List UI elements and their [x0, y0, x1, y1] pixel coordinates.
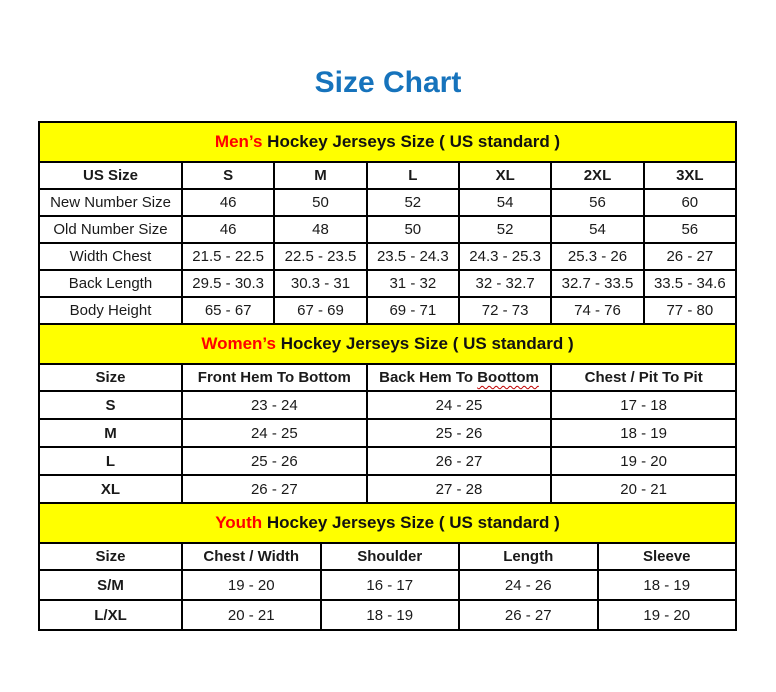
row-label: S/M — [39, 570, 182, 600]
table-cell: 21.5 - 22.5 — [182, 243, 274, 270]
table-cell: 74 - 76 — [551, 297, 643, 324]
table-cell: 31 - 32 — [367, 270, 459, 297]
table-row — [39, 243, 736, 270]
row-label: L/XL — [39, 600, 182, 630]
table-cell: 67 - 69 — [274, 297, 366, 324]
size-chart — [38, 121, 737, 631]
youth-section-band — [39, 503, 736, 543]
table-cell: 29.5 - 30.3 — [182, 270, 274, 297]
table-cell: 25 - 26 — [182, 447, 367, 475]
table-cell: 16 - 17 — [321, 570, 460, 600]
youth-header-shoulder: Shoulder — [321, 543, 460, 570]
table-row — [39, 419, 736, 447]
youth-title-black-text: Hockey Jerseys Size ( US standard ) — [262, 513, 560, 532]
mens-header-m: M — [274, 162, 366, 189]
table-cell: 69 - 71 — [367, 297, 459, 324]
womens-section-title — [39, 324, 736, 364]
table-cell: 50 — [274, 189, 366, 216]
table-cell: 18 - 19 — [321, 600, 460, 630]
table-cell: 20 - 21 — [182, 600, 321, 630]
table-row — [39, 297, 736, 324]
page-title: Size Chart — [314, 66, 462, 99]
table-cell: 77 - 80 — [644, 297, 736, 324]
table-cell: 60 — [644, 189, 736, 216]
youth-size-table — [38, 502, 737, 631]
table-cell: 46 — [182, 189, 274, 216]
youth-header-chest-width: Chest / Width — [182, 543, 321, 570]
mens-header-l: L — [367, 162, 459, 189]
table-cell: 52 — [367, 189, 459, 216]
womens-header-size: Size — [39, 364, 182, 391]
table-cell: 30.3 - 31 — [274, 270, 366, 297]
table-cell: 32 - 32.7 — [459, 270, 551, 297]
mens-header-row — [39, 162, 736, 189]
mens-header-xl: XL — [459, 162, 551, 189]
youth-section-title — [39, 503, 736, 543]
womens-title-red-text: Women’s — [201, 334, 276, 353]
row-label: Width Chest — [39, 243, 182, 270]
table-cell: 72 - 73 — [459, 297, 551, 324]
table-cell: 19 - 20 — [551, 447, 736, 475]
table-cell: 26 - 27 — [367, 447, 552, 475]
row-label: Body Height — [39, 297, 182, 324]
table-cell: 17 - 18 — [551, 391, 736, 419]
table-cell: 33.5 - 34.6 — [644, 270, 736, 297]
table-cell: 26 - 27 — [459, 600, 598, 630]
table-cell: 25.3 - 26 — [551, 243, 643, 270]
table-row — [39, 270, 736, 297]
row-label: Back Length — [39, 270, 182, 297]
row-label: XL — [39, 475, 182, 503]
table-row — [39, 447, 736, 475]
table-cell: 19 - 20 — [598, 600, 737, 630]
womens-header-back-hem — [367, 364, 552, 391]
back-hem-prefix-text: Back Hem To — [379, 369, 478, 386]
row-label: L — [39, 447, 182, 475]
mens-header-3xl: 3XL — [644, 162, 736, 189]
table-cell: 46 — [182, 216, 274, 243]
table-cell: 48 — [274, 216, 366, 243]
table-row — [39, 475, 736, 503]
table-cell: 24 - 26 — [459, 570, 598, 600]
table-cell: 56 — [644, 216, 736, 243]
table-cell: 23.5 - 24.3 — [367, 243, 459, 270]
youth-header-sleeve: Sleeve — [598, 543, 737, 570]
table-cell: 65 - 67 — [182, 297, 274, 324]
mens-title-red-text: Men’s — [214, 132, 263, 151]
table-row — [39, 216, 736, 243]
mens-header-2xl: 2XL — [551, 162, 643, 189]
table-cell: 25 - 26 — [367, 419, 552, 447]
womens-section-band — [39, 324, 736, 364]
table-cell: 32.7 - 33.5 — [551, 270, 643, 297]
womens-header-row — [39, 364, 736, 391]
table-cell: 26 - 27 — [182, 475, 367, 503]
table-cell: 56 — [551, 189, 643, 216]
row-label: Old Number Size — [39, 216, 182, 243]
table-cell: 54 — [459, 189, 551, 216]
table-row — [39, 391, 736, 419]
table-cell: 18 - 19 — [598, 570, 737, 600]
mens-section-band — [39, 122, 736, 162]
table-cell: 24.3 - 25.3 — [459, 243, 551, 270]
table-cell: 24 - 25 — [182, 419, 367, 447]
row-label: S — [39, 391, 182, 419]
mens-title-black-text: Hockey Jerseys Size ( US standard ) — [262, 132, 561, 151]
womens-size-table — [38, 323, 737, 504]
table-cell: 19 - 20 — [182, 570, 321, 600]
youth-header-length: Length — [459, 543, 598, 570]
table-cell: 50 — [367, 216, 459, 243]
table-cell: 54 — [551, 216, 643, 243]
womens-title-black-text: Hockey Jerseys Size ( US standard ) — [275, 334, 574, 353]
row-label: New Number Size — [39, 189, 182, 216]
womens-header-front-hem: Front Hem To Bottom — [182, 364, 367, 391]
back-hem-misspelled-text: Boottom — [477, 369, 539, 386]
table-cell: 24 - 25 — [367, 391, 552, 419]
mens-section-title — [39, 122, 736, 162]
table-cell: 22.5 - 23.5 — [274, 243, 366, 270]
table-cell: 27 - 28 — [367, 475, 552, 503]
table-cell: 23 - 24 — [182, 391, 367, 419]
table-row — [39, 570, 736, 600]
table-row — [39, 600, 736, 630]
womens-header-chest: Chest / Pit To Pit — [551, 364, 736, 391]
mens-header-us-size: US Size — [39, 162, 182, 189]
table-cell: 20 - 21 — [551, 475, 736, 503]
table-cell: 18 - 19 — [551, 419, 736, 447]
youth-title-red-text: Youth — [215, 513, 263, 532]
mens-size-table — [38, 121, 737, 325]
table-cell: 52 — [459, 216, 551, 243]
table-cell: 26 - 27 — [644, 243, 736, 270]
table-row — [39, 189, 736, 216]
youth-header-size: Size — [39, 543, 182, 570]
row-label: M — [39, 419, 182, 447]
youth-header-row — [39, 543, 736, 570]
mens-header-s: S — [182, 162, 274, 189]
